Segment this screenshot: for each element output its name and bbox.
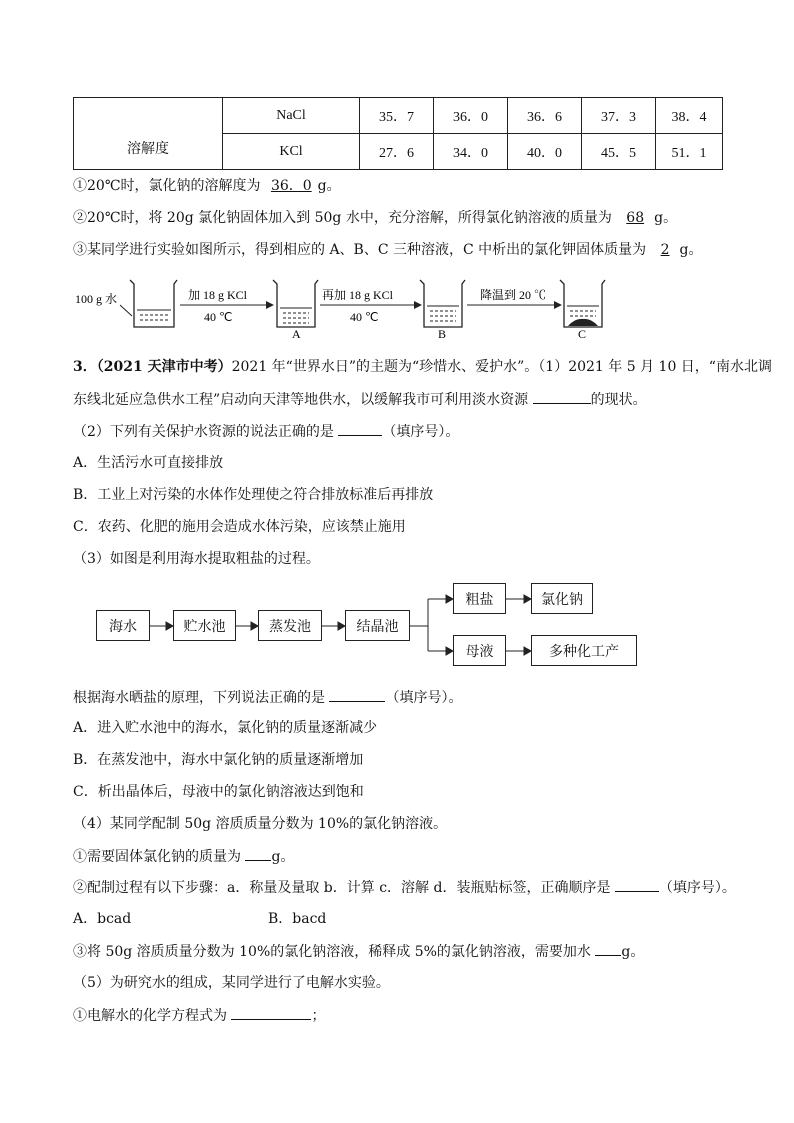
solubility-table xyxy=(73,97,723,170)
arrow-label: 降温到 20 ℃ xyxy=(480,288,547,302)
option-b: B．在蒸发池中，海水中氯化钠的质量逐渐增加 xyxy=(73,752,364,768)
table-cell: 27．6 xyxy=(360,134,434,170)
answer-blank[interactable] xyxy=(245,846,271,861)
flow-node: 母液 xyxy=(453,635,506,666)
answer: 36．0 xyxy=(270,178,312,194)
q2-line-3: ③某同学进行实验如图所示，得到相应的 A、B、C 三种溶液，C 中析出的氯化钾固体质量为 2 g。 xyxy=(73,242,703,258)
table-cell: 35．7 xyxy=(360,98,434,134)
arrow-label: 40 ℃ xyxy=(204,310,233,324)
beaker-label: C xyxy=(578,327,587,338)
answer-blank[interactable] xyxy=(329,687,385,702)
q3-part2: （2）下列有关保护水资源的说法正确的是 （填序号）。 xyxy=(73,421,459,442)
answer: 2 xyxy=(660,242,670,258)
table-cell: 36．0 xyxy=(434,98,508,134)
table-cell: 45．5 xyxy=(582,134,656,170)
q3-part5-1: ①电解水的化学方程式为 ； xyxy=(73,1005,325,1026)
substance-name: NaCl xyxy=(223,98,360,134)
flow-node: 海水 xyxy=(96,610,150,641)
q3-part4-2: ②配制过程有以下步骤：a．称量及量取 b．计算 c．溶解 d．装瓶贴标签，正确顺序是 （填序号）。 xyxy=(73,877,736,898)
answer-blank[interactable] xyxy=(615,877,659,892)
table-cell: 40．0 xyxy=(508,134,582,170)
beaker-icon xyxy=(130,280,177,327)
table-cell: 51．1 xyxy=(656,134,723,170)
answer: 68 xyxy=(626,210,645,226)
flow-node: 蒸发池 xyxy=(258,610,322,641)
option-c: C．农药、化肥的施用会造成水体污染，应该禁止施用 xyxy=(73,519,406,535)
beaker-icon xyxy=(420,280,465,327)
row-label: 溶解度 xyxy=(74,98,223,170)
table-row xyxy=(74,98,723,134)
q3-part5: （5）为研究水的组成，某同学进行了电解水实验。 xyxy=(73,975,390,991)
flow-node: 粗盐 xyxy=(453,583,506,614)
option-b: B．工业上对污染的水体作处理使之符合排放标准后再排放 xyxy=(73,487,434,503)
kcl-experiment-diagram xyxy=(70,272,610,338)
table-cell: 34．0 xyxy=(434,134,508,170)
option-a: A．进入贮水池中的海水，氯化钠的质量逐渐减少 xyxy=(73,720,378,736)
beaker-label: A xyxy=(292,327,301,338)
q3-line-1: 3．（2021 天津市中考）2021 年“世界水日”的主题为“珍惜水、爱护水”。（1）2021 年 5 月 10 日，“南水北调 xyxy=(73,359,772,375)
option-a: A．生活污水可直接排放 xyxy=(73,455,224,471)
flow-node: 多种化工产 xyxy=(531,635,637,666)
q3-part4-3: ③将 50g 溶质质量分数为 10%的氯化钠溶液，稀释成 5%的氯化钠溶液，需要加水 g。 xyxy=(73,941,644,962)
q2-line-2: ②20℃时，将 20g 氯化钠固体加入到 50g 水中，充分溶解，所得氯化钠溶液的质量为 68 g。 xyxy=(73,210,678,226)
beaker-icon xyxy=(560,280,605,327)
q3-part3: （3）如图是利用海水提取粗盐的过程。 xyxy=(73,551,320,567)
flow-node: 氯化钠 xyxy=(531,583,593,614)
start-label: 100 g 水 xyxy=(75,292,118,306)
q3-part4: （4）某同学配制 50g 溶质质量分数为 10%的氯化钠溶液。 xyxy=(73,816,448,832)
answer-blank[interactable] xyxy=(231,1005,311,1020)
answer-blank[interactable] xyxy=(595,941,621,956)
flow-node: 贮水池 xyxy=(173,610,236,641)
option-a: A．bcad xyxy=(73,911,132,927)
answer-blank[interactable] xyxy=(533,389,591,404)
arrow-label: 再加 18 g KCl xyxy=(322,288,394,302)
answer-blank[interactable] xyxy=(338,421,382,436)
table-cell: 36．6 xyxy=(508,98,582,134)
flow-node: 结晶池 xyxy=(345,610,410,641)
q2-line-1: ①20℃时，氯化钠的溶解度为 36．0 g。 xyxy=(73,178,341,194)
arrow-label: 加 18 g KCl xyxy=(188,288,248,302)
option-b: B．bacd xyxy=(268,911,327,927)
table-cell: 38．4 xyxy=(656,98,723,134)
q3-part3-question: 根据海水晒盐的原理，下列说法正确的是 （填序号）。 xyxy=(73,687,462,708)
beaker-label: B xyxy=(438,327,447,338)
beaker-icon xyxy=(273,280,318,327)
arrow-label: 40 ℃ xyxy=(350,310,379,324)
q3-part4-1: ①需要固体氯化钠的质量为 g。 xyxy=(73,846,294,867)
pointer-line xyxy=(120,305,132,316)
option-c: C．析出晶体后，母液中的氯化钠溶液达到饱和 xyxy=(73,784,364,800)
substance-name: KCl xyxy=(223,134,360,170)
table-cell: 37．3 xyxy=(582,98,656,134)
q3-line-2: 东线北延应急供水工程”启动向天津等地供水，以缓解我市可利用淡水资源 的现状。 xyxy=(73,389,647,410)
